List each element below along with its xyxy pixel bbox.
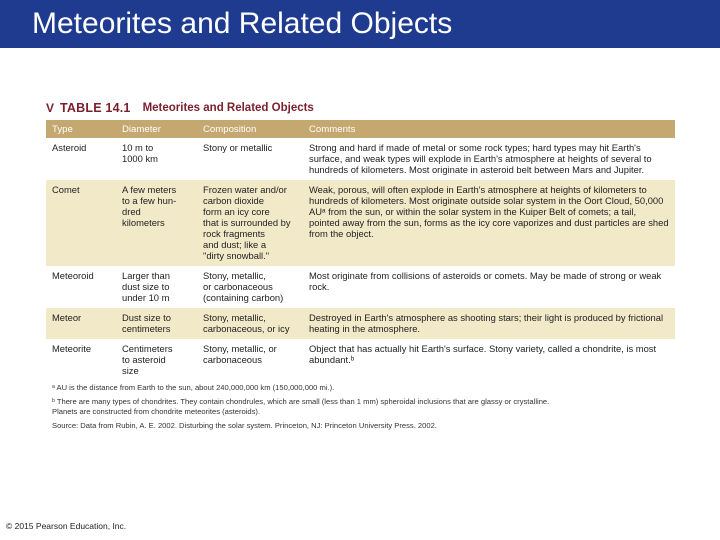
footnote-b-continued: Planets are constructed from chondrite meteorites (asteroids).: [52, 407, 261, 416]
header-comments: Comments: [303, 120, 675, 138]
cell-type: Asteroid: [46, 138, 116, 180]
table-name: Meteorites and Related Objects: [142, 102, 314, 114]
cell-diameter: Larger than dust size to under 10 m: [116, 266, 197, 308]
table-heading: [46, 100, 314, 116]
cell-composition: Stony, metallic, carbonaceous, or icy: [197, 308, 303, 339]
table-row-meteor: [46, 308, 675, 339]
footnote-a: ᵃ AU is the distance from Earth to the sun, about 240,000,000 km (150,000,000 mi.).: [52, 383, 335, 392]
cell-comments: Destroyed in Earth's atmosphere as shooting stars; their light is produced by frictional heating in the atmosphere.: [303, 308, 675, 339]
table-row-comet: [46, 180, 675, 266]
cell-comments: Strong and hard if made of metal or some rock types; hard types may hit Earth's surface, and weak types will explode in Earth's atmosphere at heights of several to hundreds of kilometers. Most originate in asteroid belt between Mars and Jupiter.: [303, 138, 675, 180]
slide-title: Meteorites and Related Objects: [32, 7, 453, 40]
slide-title-bar: [0, 0, 720, 48]
table-number: TABLE 14.1: [60, 101, 131, 115]
table-marker-icon: V: [46, 101, 55, 115]
header-type: Type: [46, 120, 116, 138]
cell-diameter: A few meters to a few hun- dred kilometers: [116, 180, 197, 266]
footnote-b: ᵇ There are many types of chondrites. They contain chondrules, which are small (less than 1 mm) spheroidal inclusions that are glassy or crystalline.: [52, 396, 550, 406]
cell-composition: Stony or metallic: [197, 138, 303, 180]
header-composition: Composition: [197, 120, 303, 138]
cell-type: Meteorite: [46, 339, 116, 381]
table-row-meteorite: [46, 339, 675, 381]
table-footnotes: [52, 383, 672, 431]
table-row-meteoroid: [46, 266, 675, 308]
table-header-row: [46, 120, 675, 138]
cell-type: Meteoroid: [46, 266, 116, 308]
cell-diameter: Centimeters to asteroid size: [116, 339, 197, 381]
cell-diameter: 10 m to 1000 km: [116, 138, 197, 180]
cell-type: Meteor: [46, 308, 116, 339]
cell-comments: Most originate from collisions of asteroids or comets. May be made of strong or weak rock.: [303, 266, 675, 308]
meteorites-table: [46, 120, 675, 381]
copyright-notice: © 2015 Pearson Education, Inc.: [6, 521, 127, 531]
cell-comments: Weak, porous, will often explode in Earth's atmosphere at heights of kilometers to hundreds of kilometers. Most originate outside solar system in the Oort Cloud, 50,000 AUᵃ from the sun, or within the solar system in the Kuiper Belt of comets; a tail, pointed away from the sun, forms as the icy core vaporizes and dust particles are shed from the object.: [303, 180, 675, 266]
cell-comments: Object that has actually hit Earth's surface. Stony variety, called a chondrite, is most abundant.ᵇ: [303, 339, 675, 381]
cell-diameter: Dust size to centimeters: [116, 308, 197, 339]
header-diameter: Diameter: [116, 120, 197, 138]
cell-composition: Stony, metallic, or carbonaceous: [197, 339, 303, 381]
source-note: Source: Data from Rubin, A. E. 2002. Disturbing the solar system. Princeton, NJ: Princeton University Press. 2002.: [52, 420, 437, 430]
cell-composition: Stony, metallic, or carbonaceous (containing carbon): [197, 266, 303, 308]
cell-composition: Frozen water and/or carbon dioxide form an icy core that is surrounded by rock fragments and dust; like a "dirty snowball.": [197, 180, 303, 266]
cell-type: Comet: [46, 180, 116, 266]
table-row-asteroid: [46, 138, 675, 180]
